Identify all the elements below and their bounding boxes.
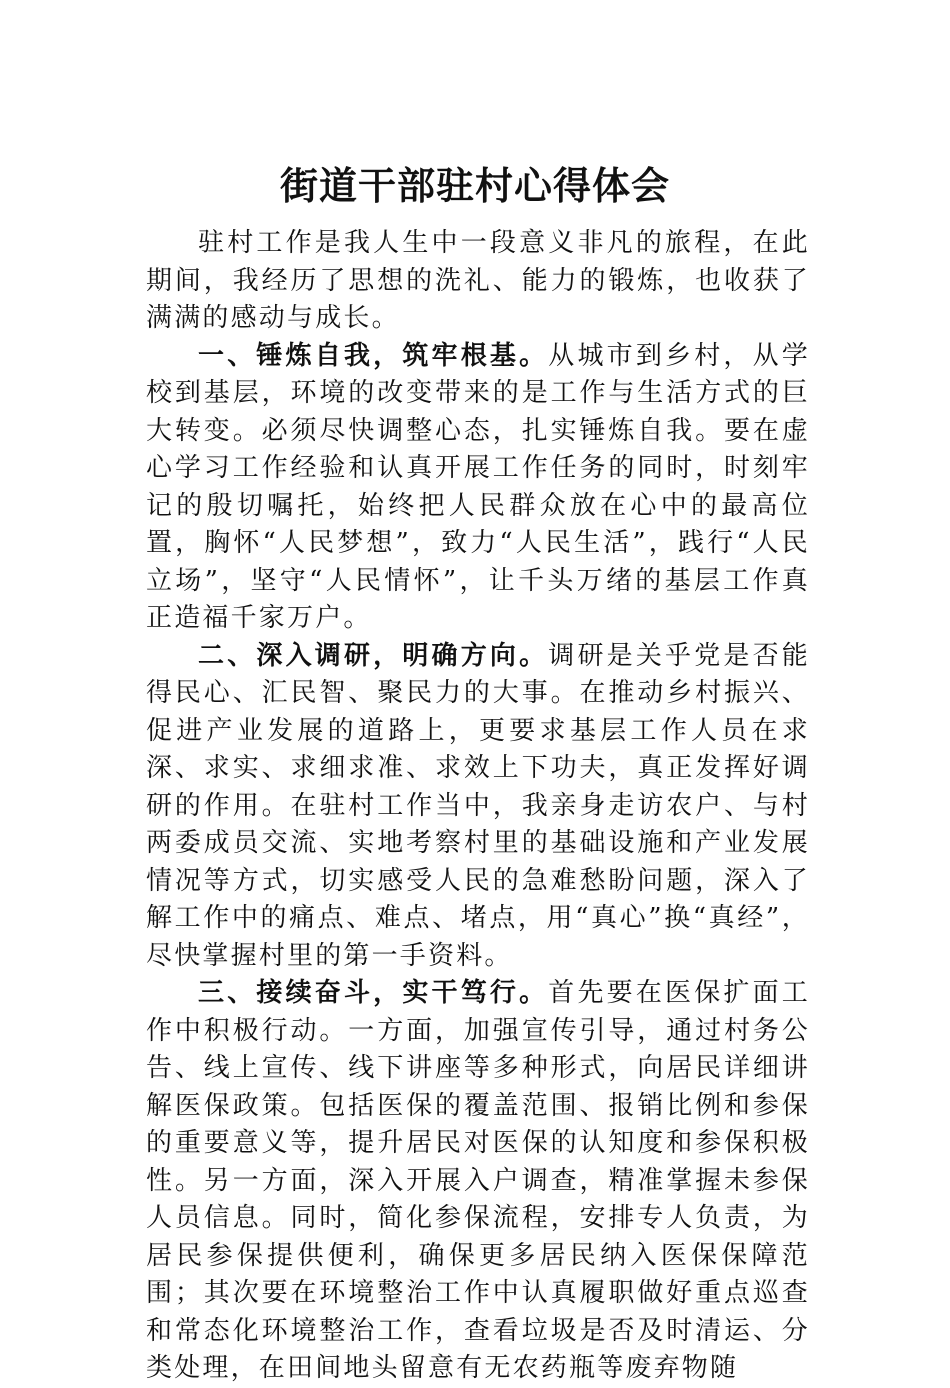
paragraph-lead: 三、接续奋斗，实干笃行。 <box>198 978 549 1008</box>
paragraph-lead: 一、锤炼自我，筑牢根基。 <box>198 340 549 371</box>
paragraph-text: 调研是关乎党是否能得民心、汇民智、聚民力的大事。在推动乡村振兴、促进产业发展的道路上，更要求基层工作人员在求深、求实、求细求准、求效上下功夫，真正发挥好调研的作用。在驻村工作当中，我亲身走访农户、与村两委成员交流、实地考察村里的基础设施和产业发展情况等方式，切实感受人民的急难愁盼问题，深入了解工作中的痛点、难点、堵点，用“真心”换“真经”，尽快掌握村里的第一手资料。 <box>146 640 810 971</box>
paragraph-section-1 <box>146 338 810 638</box>
paragraph-intro <box>146 225 810 338</box>
paragraph-text: 从城市到乡村，从学校到基层，环境的改变带来的是工作与生活方式的巨大转变。必须尽快调整心态，扎实锤炼自我。要在虚心学习工作经验和认真开展工作任务的同时，时刻牢记的殷切嘱托，始终把人民群众放在心中的最高位置，胸怀“人民梦想”，致力“人民生活”，践行“人民立场”，坚守“人民情怀”，让千头万绪的基层工作真正造福千家万户。 <box>146 340 810 633</box>
document-title: 街道干部驻村心得体会 <box>279 163 670 208</box>
paragraph-section-2 <box>146 638 810 976</box>
paragraph-text: 首先要在医保扩面工作中积极行动。一方面，加强宣传引导，通过村务公告、线上宣传、线下讲座等多种形式，向居民详细讲解医保政策。包括医保的覆盖范围、报销比例和参保的重要意义等，提升居民对医保的认知度和参保积极性。另一方面，深入开展入户调查，精准掌握未参保人员信息。同时，简化参保流程，安排专人负责，为居民参保提供便利，确保更多居民纳入医保保障范围；其次要在环境整治工作中认真履职做好重点巡查和常态化环境整治工作，查看垃圾是否及时清运、分类处理，在田间地头留意有无农药瓶等废弃物随 <box>146 978 810 1383</box>
paragraph-lead: 二、深入调研，明确方向。 <box>198 640 549 671</box>
document-body <box>146 225 810 1388</box>
paragraph-section-3 <box>146 975 810 1388</box>
paragraph-text: 驻村工作是我人生中一段意义非凡的旅程，在此期间，我经历了思想的洗礼、能力的锻炼，也收获了满满的感动与成长。 <box>146 228 810 333</box>
